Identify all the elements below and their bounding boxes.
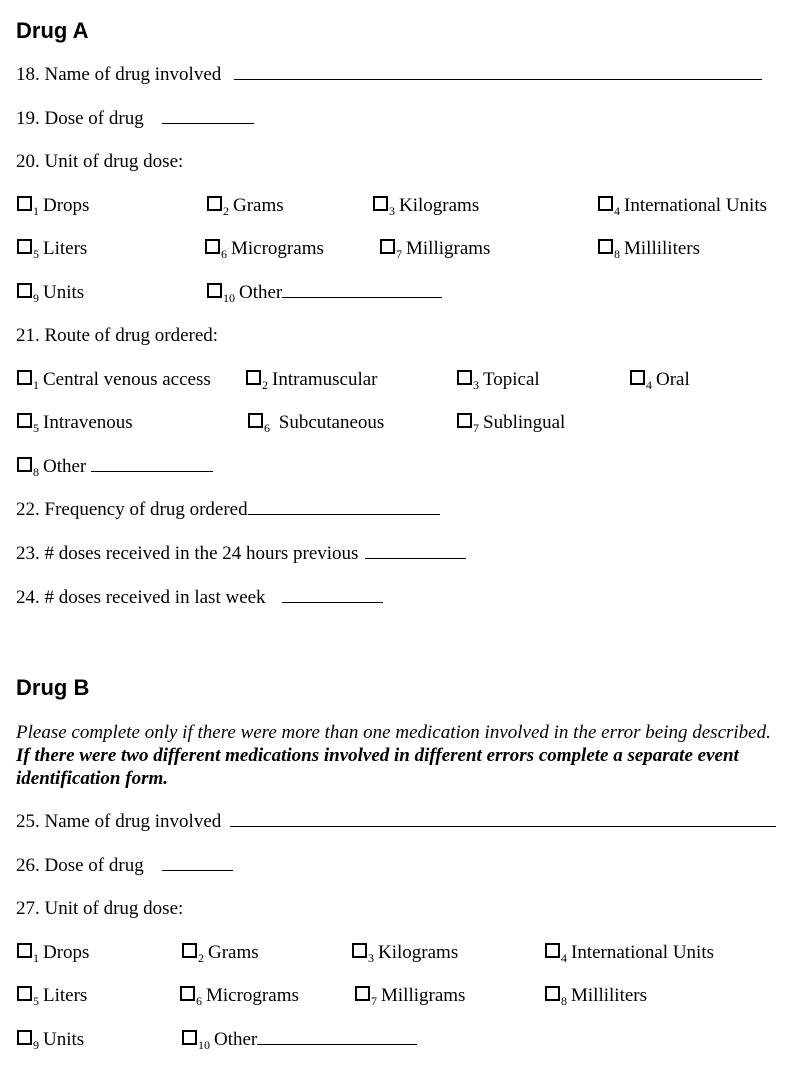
- q25-row: [16, 811, 776, 833]
- q19-dose-field[interactable]: [162, 108, 254, 124]
- unit-b-option-kilograms[interactable]: $_3$ Kilograms: [352, 942, 458, 965]
- checkbox[interactable]: [355, 986, 370, 1001]
- q23-label: 23. # doses received in the 24 hours previous: [16, 543, 359, 564]
- checkbox[interactable]: [457, 413, 472, 428]
- q23-row: [16, 543, 466, 565]
- unit-a-option-drops[interactable]: $_1$ Drops: [17, 195, 89, 218]
- unit-b-option-international-units[interactable]: $_4$ International Units: [545, 942, 714, 965]
- instruction-italic: Please complete only if there were more than one medication involved in the error being described.: [16, 722, 771, 743]
- checkbox[interactable]: [17, 943, 32, 958]
- checkbox[interactable]: [598, 239, 613, 254]
- q18-row: [16, 64, 762, 86]
- drug-b-heading: Drug B: [16, 675, 90, 700]
- drug-a-heading: Drug A: [16, 18, 89, 43]
- checkbox[interactable]: [545, 986, 560, 1001]
- q23-doses-24h-field[interactable]: [365, 543, 466, 559]
- q18-label: 18. Name of drug involved: [16, 64, 222, 85]
- q24-row: [16, 587, 383, 609]
- unit-b-option-micrograms[interactable]: $_6$ Micrograms: [180, 985, 299, 1008]
- q26-dose-field[interactable]: [162, 855, 233, 871]
- q18-drug-name-field[interactable]: [234, 64, 762, 80]
- checkbox[interactable]: [17, 457, 32, 472]
- checkbox[interactable]: [380, 239, 395, 254]
- unit-b-option-liters[interactable]: $_5$ Liters: [17, 985, 87, 1008]
- checkbox[interactable]: [207, 196, 222, 211]
- checkbox[interactable]: [598, 196, 613, 211]
- q22-row: [16, 499, 440, 521]
- unit-b-option-milligrams[interactable]: $_7$ Milligrams: [355, 985, 465, 1008]
- checkbox[interactable]: [205, 239, 220, 254]
- q24-label: 24. # doses received in last week: [16, 587, 266, 608]
- q27-label: 27. Unit of drug dose:: [16, 898, 184, 919]
- checkbox[interactable]: [17, 239, 32, 254]
- checkbox[interactable]: [352, 943, 367, 958]
- unit-b-option-other[interactable]: $_{10}$ Other: [182, 1029, 417, 1052]
- checkbox[interactable]: [457, 370, 472, 385]
- unit-a-option-milliliters[interactable]: $_8$ Milliliters: [598, 238, 700, 261]
- route-option-oral[interactable]: $_4$ Oral: [630, 369, 690, 392]
- q25-label: 25. Name of drug involved: [16, 811, 222, 832]
- route-option-intramuscular[interactable]: $_2$ Intramuscular: [246, 369, 378, 392]
- route-option-topical[interactable]: $_3$ Topical: [457, 369, 540, 392]
- unit-a-option-milligrams[interactable]: $_7$ Milligrams: [380, 238, 490, 261]
- checkbox[interactable]: [17, 196, 32, 211]
- checkbox[interactable]: [180, 986, 195, 1001]
- q22-frequency-field[interactable]: [248, 499, 440, 515]
- checkbox[interactable]: [182, 943, 197, 958]
- route-option-intravenous[interactable]: $_5$ Intravenous: [17, 412, 133, 435]
- route-option-other[interactable]: $_8$ Other: [17, 456, 213, 479]
- checkbox[interactable]: [17, 1030, 32, 1045]
- route-option-subcutaneous[interactable]: $_6$ Subcutaneous: [248, 412, 384, 435]
- q21-label: 21. Route of drug ordered:: [16, 325, 219, 346]
- checkbox[interactable]: [630, 370, 645, 385]
- unit-b-option-units[interactable]: $_9$ Units: [17, 1029, 84, 1052]
- q26-row: [16, 855, 233, 877]
- unit-b-option-grams[interactable]: $_2$ Grams: [182, 942, 259, 965]
- q19-row: [16, 108, 254, 130]
- route-other-field[interactable]: [91, 456, 213, 472]
- route-option-sublingual[interactable]: $_7$ Sublingual: [457, 412, 565, 435]
- unit-b-option-milliliters[interactable]: $_8$ Milliliters: [545, 985, 647, 1008]
- unit-a-other-field[interactable]: [282, 282, 442, 298]
- q20-label: 20. Unit of drug dose:: [16, 151, 184, 172]
- unit-b-other-field[interactable]: [257, 1029, 417, 1045]
- q19-label: 19. Dose of drug: [16, 108, 144, 129]
- checkbox[interactable]: [17, 283, 32, 298]
- instruction-bold: If there were two different medications involved in different errors complete a separate event identification form.: [16, 745, 739, 789]
- unit-a-option-international-units[interactable]: $_4$ International Units: [598, 195, 767, 218]
- unit-a-option-kilograms[interactable]: $_3$ Kilograms: [373, 195, 479, 218]
- checkbox[interactable]: [246, 370, 261, 385]
- unit-a-option-micrograms[interactable]: $_6$ Micrograms: [205, 238, 324, 261]
- checkbox[interactable]: [17, 413, 32, 428]
- q25-drug-name-field[interactable]: [230, 811, 776, 827]
- checkbox[interactable]: [248, 413, 263, 428]
- unit-b-option-drops[interactable]: $_1$ Drops: [17, 942, 89, 965]
- route-option-central-venous[interactable]: $_1$ Central venous access: [17, 369, 211, 392]
- checkbox[interactable]: [182, 1030, 197, 1045]
- unit-a-option-liters[interactable]: $_5$ Liters: [17, 238, 87, 261]
- checkbox[interactable]: [545, 943, 560, 958]
- unit-a-option-units[interactable]: $_9$ Units: [17, 282, 84, 305]
- q24-doses-week-field[interactable]: [282, 587, 383, 603]
- checkbox[interactable]: [207, 283, 222, 298]
- drug-b-instructions: [16, 721, 786, 790]
- checkbox[interactable]: [17, 986, 32, 1001]
- checkbox[interactable]: [17, 370, 32, 385]
- q26-label: 26. Dose of drug: [16, 855, 144, 876]
- q22-label: 22. Frequency of drug ordered: [16, 499, 248, 520]
- checkbox[interactable]: [373, 196, 388, 211]
- unit-a-option-grams[interactable]: $_2$ Grams: [207, 195, 284, 218]
- unit-a-option-other[interactable]: $_{10}$ Other: [207, 282, 442, 305]
